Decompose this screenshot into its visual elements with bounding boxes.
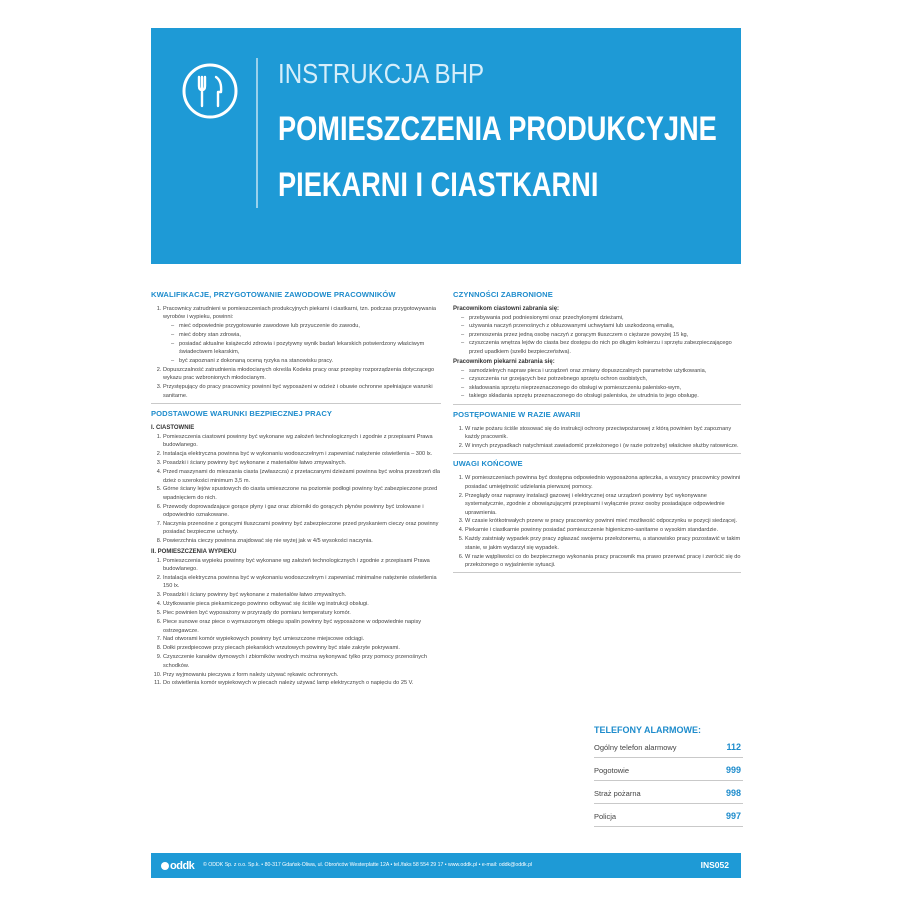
list-item: 2. Dopuszczalność zatrudnienia młodocianych określa Kodeks pracy oraz przepisy rozporządzenia dotyczącego wykazu prac wzbronionych młodocianym. [163,366,441,383]
list-item: 4. Użytkowanie pieca piekarniczego powinno odbywać się ściśle wg instrukcji obsługi. [163,600,441,608]
phone-number: 999 [725,765,741,775]
list-item: 3. Przystępujący do pracy pracownicy powinni być wyposażeni w odzież i obuwie ochronne spełniające warunki sanitarne. [163,383,441,400]
list-item: 1. Pracownicy zatrudnieni w pomieszczeniach produkcyjnych piekarni i ciastkarni, tzn. podczas przygotowywania wyrobów i wypieku, powinni: – mieć odpowiednie przygotowanie zawodowe lub przyuczenie do zawodu, – mieć dobry stan zdrowia, – posiadać aktualne książeczki zdrowia i pozytywny wynik badań lekarskich potwierdzony właściwym świadectwem lekarskim, – być zapoznani z dokonaną oceną ryzyka na stanowisku pracy. [163,305,441,365]
phone-row [594,741,743,758]
divider [151,403,441,404]
list-item: – przenoszenia przez jedną osobę naczyń z gorącym tłuszczem o ciężarze powyżej 15 kg, [461,331,741,339]
warunki-list-2 [151,557,441,688]
right-column [453,290,741,578]
list-item: 2. Instalacja elektryczna powinna być w wykonaniu wodoszczelnym i zapewniać natężenie oświetlenia – 300 lx. [163,450,441,458]
list-item: 7. Nad otworami komór wypiekowych powinny być umieszczone miejscowe odciągi. [163,635,441,643]
phones-title: TELEFONY ALARMOWE: [594,725,701,735]
list-item: 10. Przy wyjmowaniu pieczywa z form należy używać rękawic ochronnych. [163,671,441,679]
list-item: 9. Czyszczenie kanałów dymowych i zbiorników wodnych można wykonywać tylko przy pomocy przenośnych schodków. [163,653,441,670]
uwagi-list [453,474,741,569]
list-item: 8. Powierzchnia cieczy powinna znajdować się nie wyżej jak w 4/5 wysokości naczynia. [163,537,441,545]
list-item: 1. Pomieszczenia ciastowni powinny być wykonane wg założeń technologicznych i zgodnie z przepisami Prawa budowlanego. [163,433,441,450]
logo-dot [161,862,169,870]
list-item: 2. Przeglądy oraz naprawy instalacji gazowej i elektrycznej oraz urządzeń powinny być wykonywane systematycznie, zgodnie z obowiązującymi przepisami i wyłącznie przez osoby posiadające odpowiednie uprawnienia. [465,492,741,517]
list-item: 1. Pomieszczenia wypieku powinny być wykonane wg założeń technologicznych i zgodnie z przepisami Prawa budowlanego. [163,557,441,574]
list-item: 6. W razie wątpliwości co do bezpiecznego wykonania pracy pracownik ma prawo przerwać pracę i zwrócić się do przełożonego o wyjaśnienie sytuacji. [465,553,741,570]
page-title-line1: POMIESZCZENIA PRODUKCYJNE [278,110,717,148]
list-item: 1. W razie pożaru ściśle stosować się do instrukcji ochrony przeciwpożarowej z którą powinien być zapoznany każdy pracownik. [465,425,741,442]
list-item: 11. Do oświetlenia komór wypiekowych w piecach należy używać lamp elektrycznych o napięciu do 25 V. [163,679,441,687]
emergency-phones [594,725,743,833]
list-item: – przebywania pod podniesionymi oraz przechylonymi dzieżami, [461,314,741,322]
list-item: 1. W pomieszczeniach powinna być dostępna odpowiednio wyposażona apteczka, a wszyscy pracownicy powinni posiadać umiejętność udzielania pierwszej pomocy. [465,474,741,491]
list-item: 4. Piekarnie i ciastkarnie powinny posiadać pomieszczenie higieniczno-sanitarne o wysokim standardzie. [465,526,741,534]
phone-label: Policja [594,812,617,821]
document-code: INS052 [700,860,729,870]
phone-label: Pogotowie [594,766,630,775]
header-banner [151,28,741,264]
list-item: – mieć dobry stan zdrowia, [171,331,441,339]
list-item: – mieć odpowiednie przygotowanie zawodowe lub przyuczenie do zawodu, [171,322,441,330]
phone-row [594,787,743,804]
phone-label: Ogólny telefon alarmowy [594,743,677,752]
company-logo: oddk [161,860,194,872]
header-divider [256,58,258,208]
list-item: 3. Posadzki i ściany powinny być wykonane z materiałów łatwo zmywalnych. [163,459,441,467]
phone-row [594,810,743,827]
list-item: 5. Górne ściany lejów spustowych do ciasta umieszczone na poziomie podłogi powinny być zabezpieczone przed wpadnięciem do nich. [163,485,441,502]
section-heading-kwalifikacje: KWALIFIKACJE, PRZYGOTOWANIE ZAWODOWE PRACOWNIKÓW [151,290,396,299]
list-item: 2. W innych przypadkach natychmiast zawiadomić przełożonego i (w razie potrzeby) właściwe służby ratownicze. [465,442,741,450]
list-item: – być zapoznani z dokonaną oceną ryzyka na stanowisku pracy. [171,357,441,365]
section-heading-uwagi: UWAGI KOŃCOWE [453,459,523,469]
subheading-ciastownia: Pracownikom ciastowni zabrania się: [453,306,560,312]
list-item: – samodzielnych napraw pieca i urządzeń oraz zmiany dopuszczalnych parametrów użytkowania, [461,367,741,375]
list-item: – takiego składania sprzętu przeznaczonego do obsługi paleniska, że utrudnia to jego obsługę. [461,392,741,400]
divider [453,572,741,573]
list-item: 6. Przewody doprowadzające gorące płyny i gaz oraz zbiorniki do gorących płynów powinny być izolowane i odpowiednio oznakowane. [163,503,441,520]
kwalifikacje-list [151,305,441,400]
list-item: – czyszczenia wnętrza lejów do ciasta bez dostępu do nich po długim kołnierzu i sprzętu zabezpieczającego przed upadkiem (szelki bezpieczeństwa). [461,339,741,356]
section-heading-warunki: PODSTAWOWE WARUNKI BEZPIECZNEJ PRACY [151,408,333,418]
phone-number: 112 [726,742,741,752]
zabronione-list-1 [453,314,741,356]
list-item: – posiadać aktualne książeczki zdrowia i pozytywny wynik badań lekarskich potwierdzony właściwym świadectwem lekarskim, [171,340,441,357]
phone-label: Straż pożarna [594,789,641,798]
header-kicker: INSTRUKCJA BHP [278,58,485,89]
warunki-list-1 [151,433,441,546]
list-item: 8. Dołki przedpiecowe przy piecach piekarskich wrzutowych powinny być stale zakryte pokrywami. [163,644,441,652]
subheading-ciastownie: I. CIASTOWNIE [151,424,195,431]
list-item: 3. W czasie krótkotrwałych przerw w pracy pracownicy powinni mieć możliwość odpoczynku w pozycji siedzącej. [465,517,741,525]
page-title-line2: PIEKARNI I CIASTKARNI [278,166,599,204]
footer-bar [151,853,741,878]
list-item: 2. Instalacja elektryczna powinna być w wykonaniu wodoszczelnym i zapewniać minimalne natężenie oświetlenia 150 lx. [163,574,441,591]
fork-knife-icon [182,63,238,119]
list-item: 4. Przed maszynami do mieszania ciasta (zwłaszcza) z przetaczanymi dzieżami powinna być wolna przestrzeń dla dzież o szerokości minimum 3,5 m. [163,468,441,485]
phone-row [594,764,743,781]
list-item: 5. Każdy zaistniały wypadek przy pracy zgłaszać swojemu przełożonemu, a stanowisko pracy pozostawić w takim stanie, w jakim wydarzył się wypadek. [465,535,741,552]
subheading-piekarnia: Pracownikom piekarni zabrania się: [453,359,555,366]
section-heading-zabronione: CZYNNOŚCI ZABRONIONE [453,290,553,299]
divider [453,404,741,405]
left-column [151,290,441,688]
list-item: 5. Piec powinien być wyposażony w przyrządy do pomiaru temperatury komór. [163,609,441,617]
list-item: 3. Posadzki i ściany powinny być wykonane z materiałów łatwo zmywalnych. [163,591,441,599]
zabronione-list-2 [453,367,741,401]
list-item: – używania naczyń przenośnych z obluzowanymi uchwytami lub uszkodzoną emalią, [461,322,741,330]
awaria-list [453,425,741,451]
phone-number: 998 [725,788,741,798]
footer-address: © ODDK Sp. z o.o. Sp.k. • 80-317 Gdańsk-Oliwa, ul. Obrońców Westerplatte 12A • tel./faks 58 554 29 17 • www.oddk.pl • e-mail: oddk@oddk.pl [203,862,533,868]
phone-number: 997 [725,811,741,821]
instruction-poster [151,28,741,880]
list-item: – czyszczenia rur grzejących bez potrzebnego sprzętu ochron osobistych, [461,375,741,383]
list-item: – składowania sprzętu nieprzeznaczonego do obsługi w pomieszczeniu palenisko-wym, [461,384,741,392]
dash-list [163,322,441,366]
list-item: 7. Naczynia przenośne z gorącymi tłuszczami powinny być zabezpieczone przed pryskaniem cieczy oraz powinny posiadać bezpieczne uchwyty. [163,520,441,537]
subheading-wypiek: II. POMIESZCZENIA WYPIEKU [151,548,237,555]
divider [453,453,741,454]
list-item: 6. Piece sunowe oraz piece o wymuszonym obiegu spalin powinny być wyposażone w odpowiednie napisy ostrzegawcze. [163,618,441,635]
section-heading-awaria: POSTĘPOWANIE W RAZIE AWARII [453,409,581,419]
